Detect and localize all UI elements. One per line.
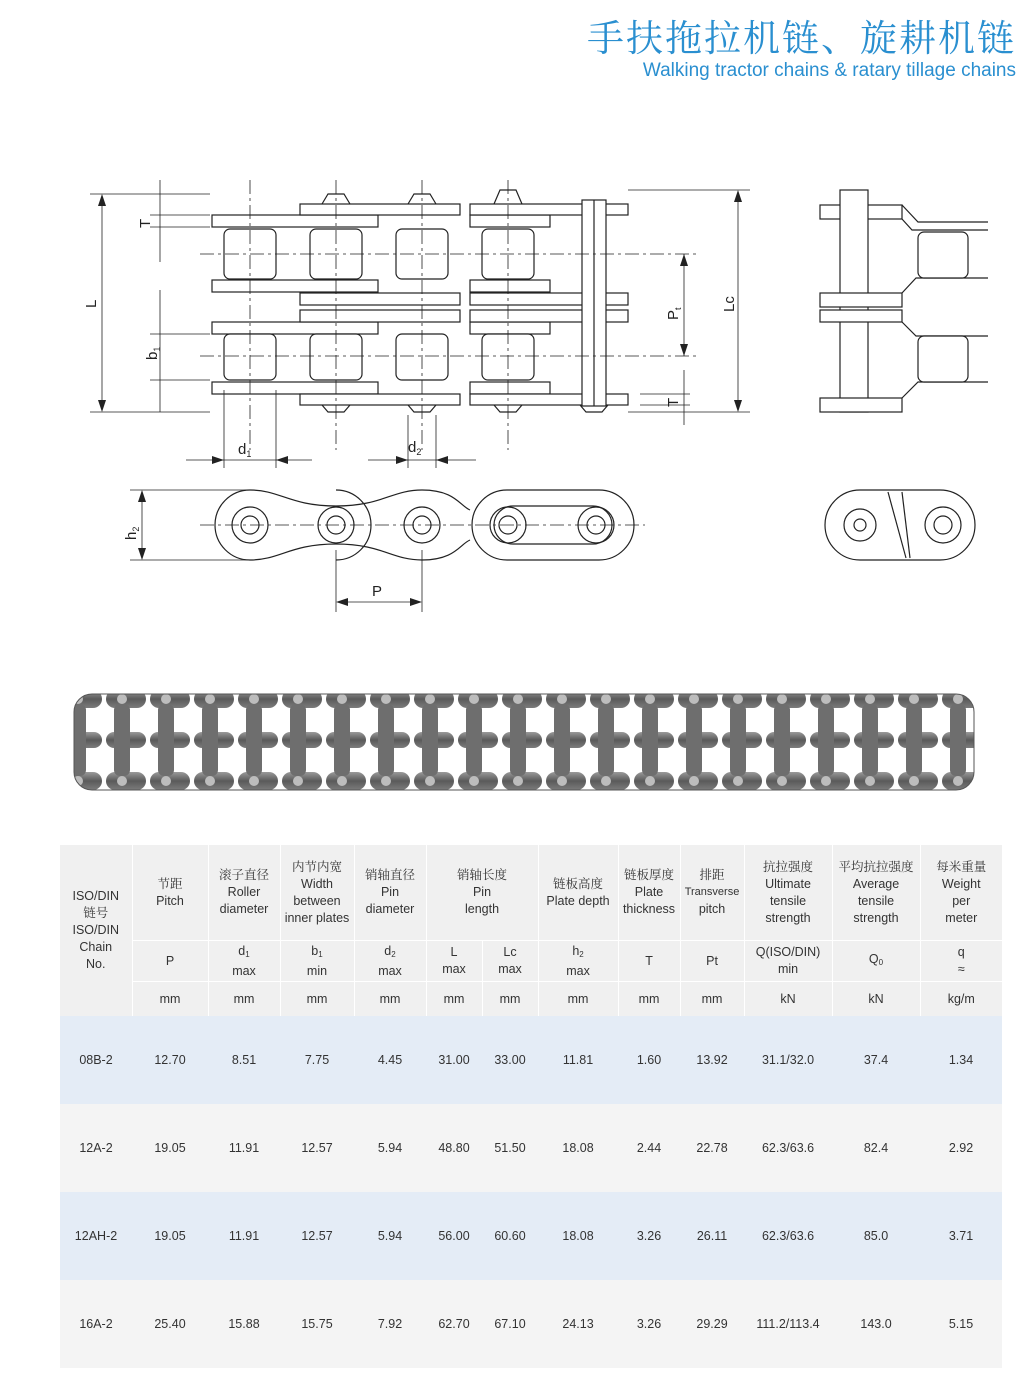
header-pin-diameter (354, 845, 426, 941)
label-Lc: Lc (721, 296, 738, 312)
table-cell: 7.92 (354, 1280, 426, 1368)
table-cell: 3.71 (920, 1192, 1002, 1280)
chain-no-cell: 12AH-2 (60, 1192, 132, 1280)
limit-text: max (442, 962, 466, 976)
page-title-chinese: 手扶拖拉机链、旋耕机链 (587, 17, 1016, 60)
unit-cell: kN (832, 982, 920, 1017)
page-title-english: Walking tractor chains & ratary tillage chains (642, 60, 1016, 81)
unit-cell: mm (482, 982, 538, 1017)
label-b1-main: b (144, 351, 161, 360)
symbol-cell (354, 941, 426, 982)
table-header-row-names (60, 845, 1002, 941)
symbol-text: q (957, 945, 965, 959)
table-cell: 3.26 (618, 1192, 680, 1280)
table-row (60, 1192, 1002, 1280)
table-cell: 11.91 (208, 1192, 280, 1280)
header-text: Weight (941, 876, 981, 891)
symbol-cell (482, 941, 538, 982)
table-cell: 19.05 (132, 1104, 208, 1192)
table-cell: 62.3/63.6 (744, 1192, 832, 1280)
table-cell: 4.45 (354, 1016, 426, 1104)
symbol-text: Q(ISO/DIN) (755, 945, 821, 959)
header-average-tensile (832, 845, 920, 941)
header-text: pitch (698, 902, 726, 916)
table-cell: 111.2/113.4 (744, 1280, 832, 1368)
symbol-sub: 2 (391, 949, 396, 959)
header-text: Plate depth (546, 893, 610, 908)
label-Pt-sub: t (673, 307, 683, 310)
table-cell: 62.3/63.6 (744, 1104, 832, 1192)
unit-cell: mm (132, 982, 208, 1017)
limit-text: min (777, 962, 799, 976)
table-cell: 37.4 (832, 1016, 920, 1104)
header-text: 抗拉强度 (763, 859, 814, 874)
limit-text: min (306, 963, 328, 978)
table-cell: 2.92 (920, 1104, 1002, 1192)
unit-cell: kg/m (920, 982, 1002, 1017)
symbol-sub: 1 (318, 949, 323, 959)
unit-cell: mm (280, 982, 354, 1017)
symbol-cell (208, 941, 280, 982)
label-d2-sub: 2 (416, 447, 422, 457)
symbol-sub: 1 (245, 949, 250, 959)
header-text: 链号 (83, 906, 109, 920)
unit-cell: mm (354, 982, 426, 1017)
table-cell: 143.0 (832, 1280, 920, 1368)
front-view-chain (130, 490, 645, 612)
symbol-cell (132, 941, 208, 982)
header-text: Chain (79, 940, 113, 954)
table-cell: 7.75 (280, 1016, 354, 1104)
table-cell: 3.26 (618, 1280, 680, 1368)
limit-text: max (232, 963, 256, 978)
table-cell: 18.08 (538, 1104, 618, 1192)
symbol-cell (680, 941, 744, 982)
header-text: 链板厚度 (624, 868, 675, 882)
table-cell: 31.00 (426, 1016, 482, 1104)
limit-text: max (566, 963, 590, 978)
header-text: per (952, 893, 971, 908)
header-text: 销轴长度 (457, 868, 508, 882)
table-row (60, 1104, 1002, 1192)
table-cell: 12.70 (132, 1016, 208, 1104)
unit-cell: mm (680, 982, 744, 1017)
symbol-cell (280, 941, 354, 982)
symbol-cell (426, 941, 482, 982)
label-L: L (83, 299, 100, 308)
header-text: 平均抗拉强度 (838, 859, 914, 874)
symbol-text: Q (868, 952, 879, 966)
table-cell: 62.70 (426, 1280, 482, 1368)
side-view-chain (820, 190, 988, 412)
limit-text: ≈ (957, 962, 965, 976)
symbol-text: d (238, 943, 246, 958)
header-text: 内节内宽 (291, 859, 342, 874)
header-text: strength (853, 910, 899, 925)
table-cell: 19.05 (132, 1192, 208, 1280)
limit-text: max (378, 963, 402, 978)
table-cell: 51.50 (482, 1104, 538, 1192)
label-d2-main: d (408, 439, 417, 456)
table-cell: 2.44 (618, 1104, 680, 1192)
label-b1 (144, 347, 162, 360)
table-cell: 33.00 (482, 1016, 538, 1104)
table-cell: 22.78 (680, 1104, 744, 1192)
symbol-text: b (311, 943, 319, 958)
header-text: Width (301, 876, 333, 891)
table-row (60, 1280, 1002, 1368)
symbol-cell (832, 941, 920, 982)
symbol-text: L (450, 945, 458, 959)
symbol-text: d (384, 943, 392, 958)
unit-cell: mm (208, 982, 280, 1017)
table-cell: 25.40 (132, 1280, 208, 1368)
header-text: meter (945, 910, 978, 925)
unit-cell: kN (744, 982, 832, 1017)
label-Pt-main: P (665, 309, 682, 320)
chain-no-cell: 08B-2 (60, 1016, 132, 1104)
symbol-text: h (572, 943, 580, 958)
header-text: 每米重量 (936, 859, 987, 874)
header-text: Pitch (156, 893, 184, 908)
unit-cell: mm (538, 982, 618, 1017)
table-cell: 18.08 (538, 1192, 618, 1280)
header-text: tensile (769, 893, 807, 908)
header-weight-per-meter (920, 845, 1002, 941)
label-b1-sub: 1 (152, 346, 162, 352)
header-pin-length (426, 845, 538, 941)
front-view-side-plate (825, 490, 975, 560)
header-text: ISO/DIN (72, 889, 120, 903)
label-T-bottom: T (665, 397, 682, 407)
table-cell: 12.57 (280, 1104, 354, 1192)
table-cell: 11.81 (538, 1016, 618, 1104)
table-cell: 85.0 (832, 1192, 920, 1280)
header-text: strength (765, 910, 811, 925)
header-text: diameter (219, 902, 269, 916)
label-d1-main: d (238, 441, 247, 458)
table-header-row-units (60, 982, 1002, 1017)
header-roller-diameter (208, 845, 280, 941)
header-text: Ultimate (765, 876, 811, 891)
table-cell: 15.75 (280, 1280, 354, 1368)
label-d1 (238, 441, 251, 459)
table-cell: 82.4 (832, 1104, 920, 1192)
header-text: No. (86, 957, 106, 971)
unit-cell: mm (618, 982, 680, 1017)
table-cell: 31.1/32.0 (744, 1016, 832, 1104)
label-d2 (408, 439, 421, 457)
header-chain-no (60, 845, 132, 1016)
table-cell: 60.60 (482, 1192, 538, 1280)
table-cell: 1.60 (618, 1016, 680, 1104)
header-width-inner-plates (280, 845, 354, 941)
table-cell: 56.00 (426, 1192, 482, 1280)
header-text: Pin (472, 885, 492, 899)
header-text: length (464, 902, 500, 916)
header-pitch (132, 845, 208, 941)
header-plate-thickness (618, 845, 680, 941)
header-text: 排距 (699, 868, 725, 882)
table-cell: 11.91 (208, 1104, 280, 1192)
symbol-text: T (645, 953, 653, 968)
table-cell: 12.57 (280, 1192, 354, 1280)
chain-product-photo (60, 680, 990, 800)
table-header-row-symbols (60, 941, 1002, 982)
table-cell: 15.88 (208, 1280, 280, 1368)
symbol-text: P (165, 953, 175, 968)
header-text: 链板高度 (553, 876, 604, 891)
table-cell: 24.13 (538, 1280, 618, 1368)
table-cell: 13.92 (680, 1016, 744, 1104)
header-text: between (293, 893, 341, 908)
table-cell: 48.80 (426, 1104, 482, 1192)
header-text: inner plates (284, 910, 350, 925)
chain-no-cell: 12A-2 (60, 1104, 132, 1192)
symbol-sub: 2 (579, 949, 584, 959)
top-view-chain (212, 190, 628, 412)
header-text: ISO/DIN (72, 923, 120, 937)
table-cell: 29.29 (680, 1280, 744, 1368)
table-row (60, 1016, 1002, 1104)
unit-cell: mm (426, 982, 482, 1017)
table-cell: 5.15 (920, 1280, 1002, 1368)
header-text: Transverse (684, 886, 740, 898)
header-text: diameter (365, 902, 415, 916)
symbol-cell (618, 941, 680, 982)
header-text: Roller (227, 885, 261, 899)
header-text: 节距 (157, 876, 183, 891)
header-transverse-pitch (680, 845, 744, 941)
header-plate-depth (538, 845, 618, 941)
symbol-cell (538, 941, 618, 982)
chain-no-cell: 16A-2 (60, 1280, 132, 1368)
symbol-sub: 0 (878, 958, 884, 967)
header-text: Pin (380, 885, 400, 899)
label-T-top: T (137, 218, 154, 228)
table-cell: 1.34 (920, 1016, 1002, 1104)
label-P: P (372, 583, 383, 600)
header-text: Average (852, 876, 900, 891)
header-text: Plate (634, 885, 664, 899)
header-text: tensile (857, 893, 895, 908)
header-ultimate-tensile (744, 845, 832, 941)
label-h2-main: h (123, 531, 140, 540)
header-text: thickness (622, 902, 676, 916)
table-cell: 8.51 (208, 1016, 280, 1104)
table-cell: 26.11 (680, 1192, 744, 1280)
label-d1-sub: 1 (246, 449, 252, 459)
limit-text: max (498, 962, 522, 976)
specification-table (60, 845, 1002, 1368)
symbol-cell (920, 941, 1002, 982)
label-Pt (665, 307, 683, 320)
symbol-text: Lc (503, 945, 517, 959)
symbol-cell (744, 941, 832, 982)
header-text: 滚子直径 (218, 868, 269, 882)
label-h2 (123, 527, 141, 540)
table-cell: 5.94 (354, 1104, 426, 1192)
table-cell: 67.10 (482, 1280, 538, 1368)
label-h2-sub: 2 (131, 526, 141, 532)
table-cell: 5.94 (354, 1192, 426, 1280)
chain-technical-drawing (0, 150, 1026, 630)
header-text: 销轴直径 (364, 868, 415, 882)
symbol-text: Pt (706, 953, 718, 968)
